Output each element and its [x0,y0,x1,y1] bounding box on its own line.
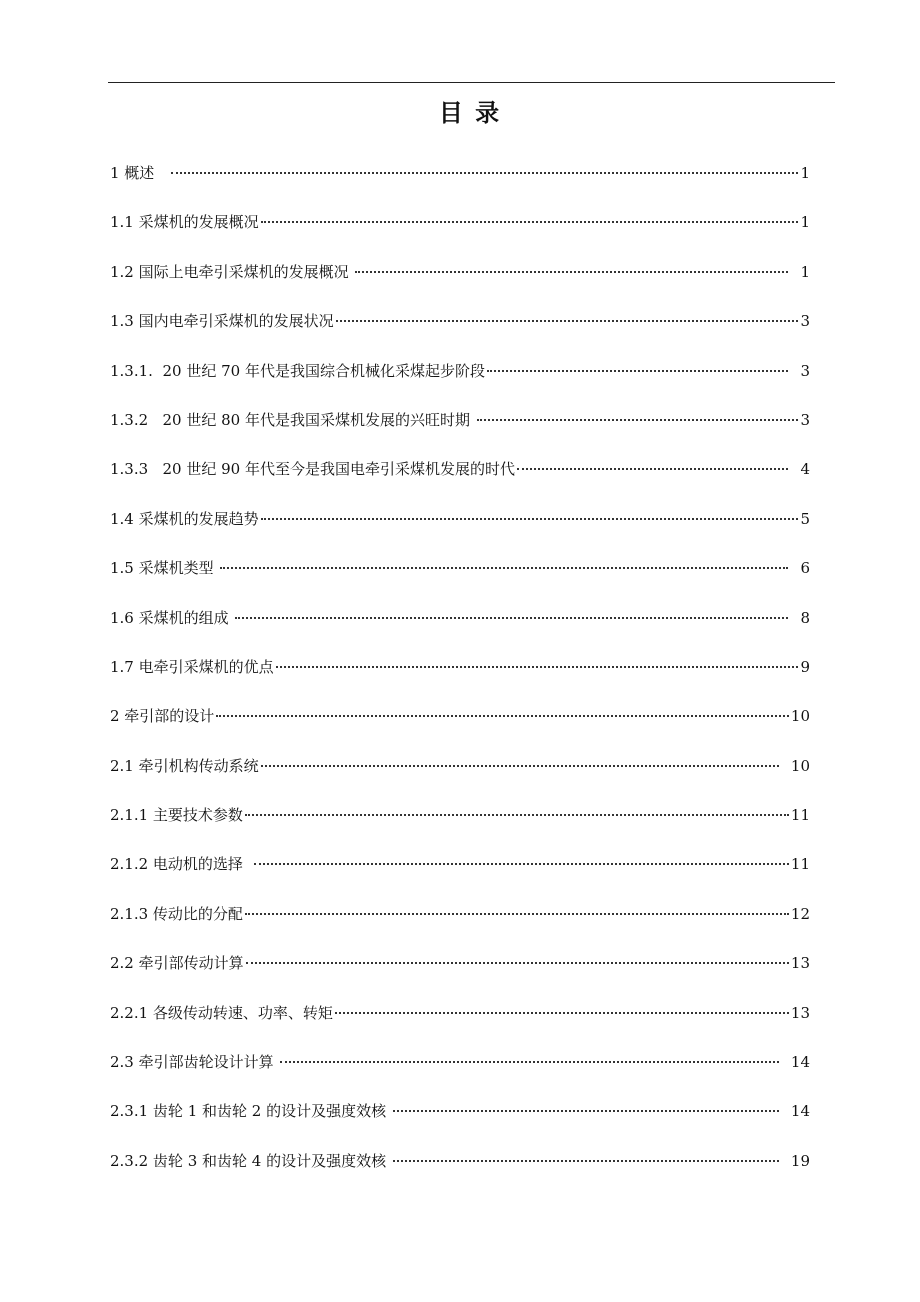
toc-entry-text: 2.1.2 电动机的选择 [110,855,253,874]
toc-page-number: 6 [800,559,810,578]
toc-dot-leader [276,666,798,668]
toc-page-number: 11 [790,806,810,825]
toc-entry[interactable] [110,901,810,950]
toc-page-number: 3 [800,410,810,429]
toc-entry[interactable] [110,950,810,999]
toc-entry[interactable] [110,407,810,456]
toc-entry-text: 1.3.1. 20 世纪 70 年代是我国综合机械化采煤起步阶段 [110,361,485,380]
toc-page-number: 10 [790,756,810,775]
toc-dot-leader [280,1061,779,1063]
toc-entry-text: 1.3.3 20 世纪 90 年代至今是我国电牵引采煤机发展的时代 [110,460,515,479]
toc-dot-leader [171,172,798,174]
toc-dot-leader [355,271,788,273]
toc-dot-leader [336,320,798,322]
toc-page-number: 14 [790,1102,810,1121]
toc-entry-text: 1.4 采煤机的发展趋势 [110,509,259,528]
toc-dot-leader [517,468,788,470]
toc-entry-text: 2.3.2 齿轮 3 和齿轮 4 的设计及强度效核 [110,1151,391,1170]
toc-entry[interactable] [110,851,810,900]
toc-page-number: 11 [790,855,810,874]
toc-page-number: 3 [800,312,810,331]
toc-entry[interactable] [110,753,810,802]
toc-entry-text: 2.1 牵引机构传动系统 [110,756,259,775]
toc-entry[interactable] [110,456,810,505]
toc-dot-leader [487,370,788,372]
toc-page-number: 1 [800,164,810,182]
toc-dot-leader [261,221,798,223]
toc-entry[interactable] [110,605,810,654]
toc-dot-leader [393,1110,779,1112]
toc-dot-leader [261,765,779,767]
toc-entry[interactable] [110,1148,810,1197]
toc-entry-text: 2.3 牵引部齿轮设计计算 [110,1053,279,1072]
toc-dot-leader [220,567,788,569]
toc-entry[interactable] [110,506,810,555]
toc-entry-text: 2.2.1 各级传动转速、功率、转矩 [110,1003,333,1022]
toc-entry[interactable] [110,703,810,752]
toc-dot-leader [216,715,789,717]
toc-entry[interactable] [110,555,810,604]
toc-entry-text: 1.1 采煤机的发展概况 [110,213,259,232]
toc-page-number: 3 [800,361,810,380]
toc-dot-leader [245,814,789,816]
toc-dot-leader [245,913,789,915]
toc-page-number: 4 [800,460,810,479]
toc-entry-text: 2 牵引部的设计 [110,707,215,726]
toc-page-number: 9 [800,657,810,676]
toc-dot-leader [393,1160,779,1162]
toc-entry[interactable] [110,1000,810,1049]
toc-entry[interactable] [110,259,810,308]
toc-entry-text: 1.3 国内电牵引采煤机的发展状况 [110,312,334,331]
toc-page-number: 10 [790,707,810,726]
header-rule [108,82,835,83]
toc-entry[interactable] [110,1098,810,1147]
toc-entry[interactable] [110,160,810,209]
toc-entry-text: 2.3.1 齿轮 1 和齿轮 2 的设计及强度效核 [110,1102,391,1121]
toc-entry[interactable] [110,802,810,851]
toc-dot-leader [335,1012,789,1014]
toc-entry-text: 2.2 牵引部传动计算 [110,954,244,973]
toc-page-number: 1 [800,262,810,281]
toc-entry-text: 2.1.1 主要技术参数 [110,806,243,825]
toc-entry[interactable] [110,1049,810,1098]
toc-page-number: 1 [800,213,810,232]
toc-dot-leader [235,617,788,619]
toc-page-number: 8 [800,608,810,627]
toc-entry-text: 1.6 采煤机的组成 [110,608,234,627]
toc-page-number: 13 [790,954,810,973]
toc-list [110,160,810,1197]
toc-page-number: 12 [790,904,810,923]
toc-dot-leader [254,863,788,865]
toc-page-number: 5 [800,509,810,528]
toc-dot-leader [261,518,798,520]
toc-dot-leader [477,419,798,421]
toc-entry-text: 1.3.2 20 世纪 80 年代是我国采煤机发展的兴旺时期 [110,410,475,429]
toc-dot-leader [246,962,789,964]
toc-entry[interactable] [110,654,810,703]
toc-title: 目 录 [438,99,502,127]
toc-entry-text: 2.1.3 传动比的分配 [110,904,243,923]
toc-page-number: 13 [790,1003,810,1022]
toc-page-number: 19 [790,1151,810,1170]
toc-page-number: 14 [790,1053,810,1072]
toc-entry-text: 1.5 采煤机类型 [110,559,219,578]
toc-entry[interactable] [110,308,810,357]
toc-entry-text: 1.2 国际上电牵引采煤机的发展概况 [110,262,354,281]
toc-entry[interactable] [110,209,810,258]
toc-entry-text: 1 概述 [110,164,169,182]
toc-entry[interactable] [110,358,810,407]
toc-entry-text: 1.7 电牵引采煤机的优点 [110,657,274,676]
